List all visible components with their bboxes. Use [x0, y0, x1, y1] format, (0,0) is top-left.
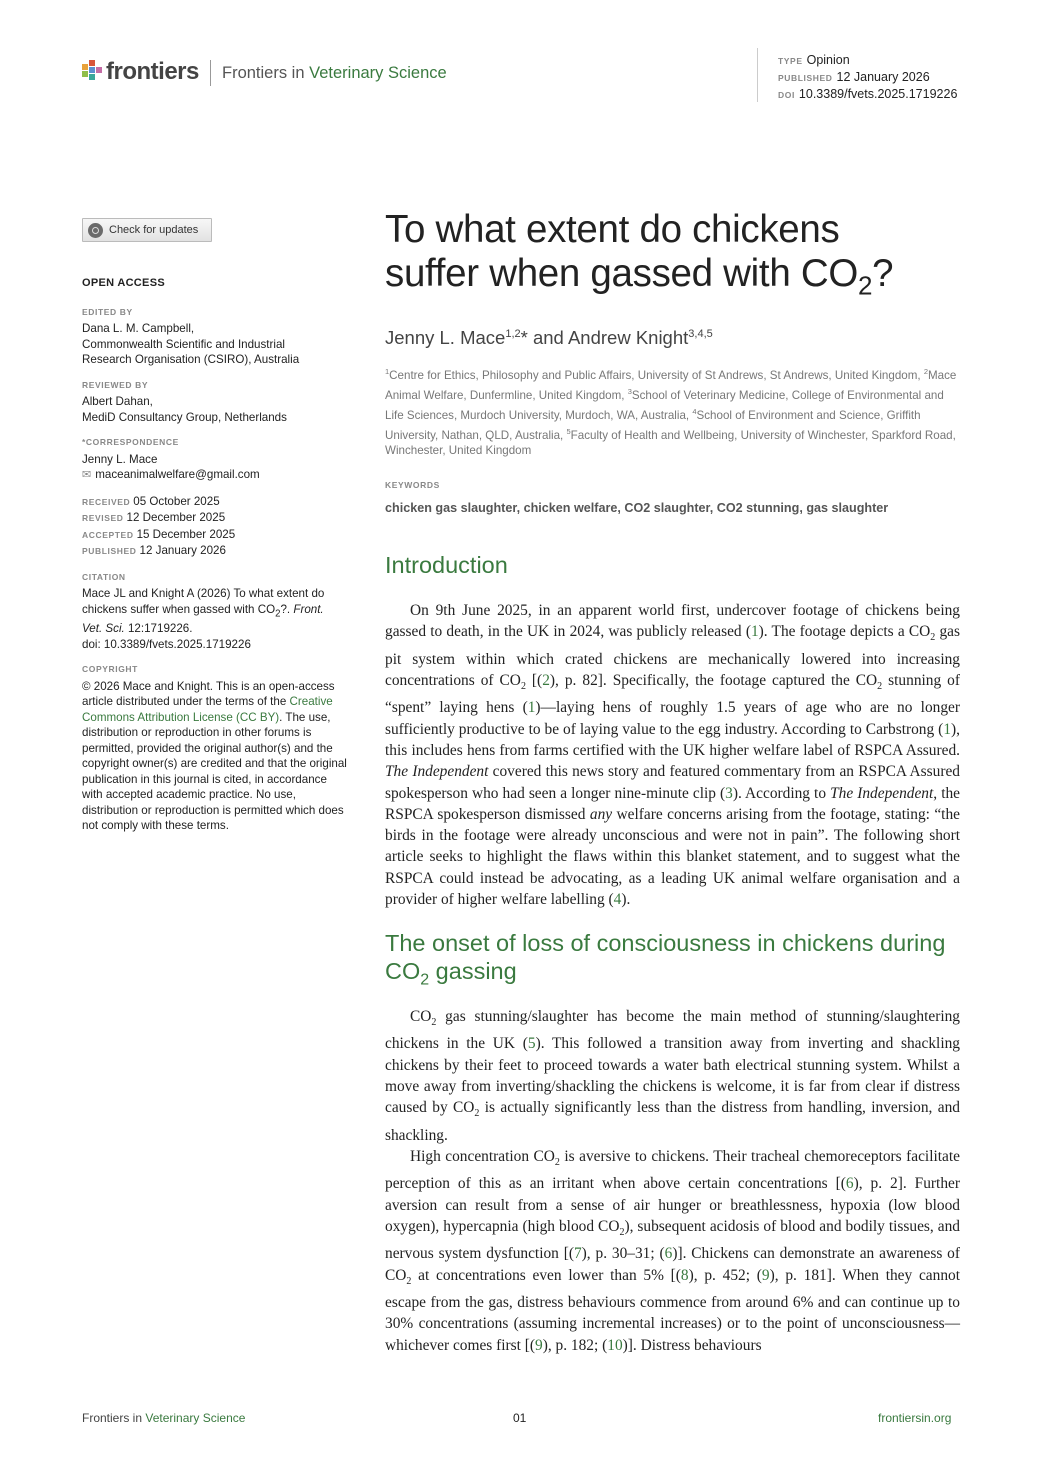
published-date: 12 January 2026	[139, 544, 226, 557]
accepted-date: 15 December 2025	[136, 527, 236, 541]
article-dates	[82, 494, 347, 560]
correspondence-email[interactable]: maceanimalwelfare@gmail.com	[95, 468, 260, 481]
article-info-sidebar	[82, 276, 347, 844]
received-label: RECEIVED	[82, 496, 131, 507]
paragraph: High concentration $CO_2$ is aversive to chickens. Their tracheal chemoreceptors facilitate perception of this as an irritant when above certain concentrations [(6), p. 2]. Further aversion can result from a sense of air hunger or breathlessness, hypoxia (low blood oxygen), hypercapnia (high blood $CO_2$), subsequent acidosis of blood and bodily tissues, and nervous system dysfunction [(7), p. 30–31; (6)]. Chickens can demonstrate an awareness of $CO_2$ at concentrations even lower than 5% [(8), p. 452; (9), p. 181]. When they cannot escape from the gas, distress behaviours commence from around 6% and can continue up to 30% concentrations (assuming incremental increases) or to the point of unconsciousness—whichever comes first [(9), p. 182; (10)]. Distress behaviours	[385, 1147, 961, 1354]
citation-journal: Front. Vet. Sci.	[82, 602, 324, 636]
edited-by-label: EDITED BY	[82, 306, 133, 317]
doi-value[interactable]: 10.3389/fvets.2025.1719226	[798, 87, 958, 101]
citation-volume: 12:1719226.	[127, 622, 193, 636]
reviewer-line: MediD Consultancy Group, Netherlands	[82, 410, 287, 424]
refresh-icon	[88, 223, 103, 238]
reviewed-by-label: REVIEWED BY	[82, 379, 149, 390]
citation-label: CITATION	[82, 571, 126, 582]
journal-prefix: Frontiers in	[222, 64, 305, 82]
revised-label: REVISED	[82, 513, 124, 523]
keywords: chicken gas slaughter, chicken welfare, CO2 slaughter, CO2 stunning, gas slaughter	[385, 501, 889, 515]
affiliations: $^1$Centre for Ethics, Philosophy and Public Affairs, University of St Andrews, St Andrews, United Kingdom, $^2$Mace Animal Welfare, Dunfermline, United Kingdom, $^3$School of Veterinary Medicine, College of Environmental and Life Sciences, Murdoch University, Murdoch, WA, Australia, $^4$School of Environment and Science, Griffith University, Nathan, QLD, Australia, $^5$Faculty of Health and Wellbeing, University of Winchester, Sparkford Road, Winchester, United Kingdom	[385, 367, 957, 458]
author-name[interactable]: Jenny L. Mace	[385, 327, 506, 348]
article-meta	[778, 52, 957, 103]
meta-divider	[757, 48, 758, 102]
envelope-icon: ✉	[82, 469, 92, 481]
author-list	[385, 327, 713, 349]
editor-line: Dana L. M. Campbell,	[82, 322, 195, 335]
journal-name[interactable]	[222, 64, 447, 83]
type-label: TYPE	[778, 56, 803, 66]
logo-wordmark: frontiers	[106, 58, 199, 85]
check-for-updates-button[interactable]	[82, 218, 212, 242]
copyright	[82, 662, 347, 834]
editor-line: Research Organisation (CSIRO), Australia	[82, 353, 300, 366]
reference-link[interactable]: 7	[573, 1245, 582, 1263]
citation-text: Mace JL and Knight A (2026) To what extent do chickens suffer when gassed with $CO_2$?. Front. Vet. Sci. 12:1719226. doi: 10.3389/fvets.2025.1719226	[82, 587, 325, 651]
frontiers-logo[interactable]	[82, 58, 199, 86]
doi-label: DOI	[778, 90, 795, 100]
reference-link[interactable]: 9	[761, 1266, 770, 1284]
introduction-body	[385, 600, 960, 910]
reviewer-line: Albert Dahan,	[82, 395, 153, 408]
cc-by-license-link[interactable]: Creative Commons Attribution License (CC BY)	[82, 695, 333, 724]
reference-link[interactable]: 8	[680, 1266, 689, 1284]
paragraph: On 9th June 2025, in an apparent world first, undercover footage of chickens being gassed to death, in the UK in 2024, was publicly released (1). The footage depicts a $CO_2$ gas pit system within which crated chickens are mechanically lowered into increasing concentrations of $CO_2$ [(2), p. 82]. Specifically, the footage captured the $CO_2$ stunning of “spent” laying hens (1)—laying hens of roughly 1.5 years of age who are no longer sufficiently productive to be of laying value to the egg industry. According to Carbstrong (1), this includes hens from farms certified with the UK higher welfare label of RSPCA Assured. The Independent covered this news story and featured commentary from an RSPCA Assured spokesperson who had seen a longer nine-minute clip (3). According to The Independent, the RSPCA spokesperson dismissed any welfare concerns arising from the footage, stating: “the birds in the footage were already unconscious and were not in pain”. The following short article seeks to highlight the flaws within this blanket statement, and to suggest what the RSPCA could instead be advocating, as a leading UK animal welfare organisation and a provider of higher welfare labelling (4).	[385, 602, 961, 909]
check-for-updates-label: Check for updates	[109, 224, 199, 236]
section-heading-onset: The onset of loss of consciousness in chickens during $CO_2$ gassing	[385, 930, 946, 989]
reference-link[interactable]: 4	[613, 891, 622, 909]
author-name[interactable]: and Andrew Knight	[527, 327, 689, 348]
correspondence-label: *CORRESPONDENCE	[82, 437, 179, 447]
reference-link[interactable]: 9	[535, 1336, 543, 1354]
reviewed-by	[82, 378, 347, 426]
reference-link[interactable]: 6	[845, 1175, 854, 1193]
reference-link[interactable]: 1	[750, 623, 759, 641]
correspondence-name: Jenny L. Mace	[82, 452, 158, 466]
footer-journal[interactable]: Frontiers in Veterinary Science	[82, 1411, 246, 1425]
section-heading-introduction: Introduction	[385, 552, 508, 578]
citation	[82, 570, 347, 653]
reference-link[interactable]: 2	[542, 671, 550, 689]
revised-date: 12 December 2025	[126, 511, 226, 524]
edited-by	[82, 305, 347, 368]
received-date: 05 October 2025	[133, 494, 220, 508]
paragraph: $CO_2$ gas stunning/slaughter has become the main method of stunning/slaughtering chickens in the UK (5). This followed a transition away from inverting and shackling chickens by their feet to proceed towards a water bath electrical stunning system. Whilst a move away from inverting/shackling the chickens is welcome, it is far from clear if distress caused by $CO_2$ is actually significantly less than the distress from handling, inversion, and shackling.	[385, 1008, 960, 1144]
author-affiliation-marker: 3,4,5	[688, 327, 713, 340]
published-value: 12 January 2026	[836, 70, 930, 84]
copyright-text: © 2026 Mace and Knight. This is an open-access article distributed under the terms of the Creative Commons Attribution License (CC BY). The use, distribution or reproduction in other forums is permitted, provided the original author(s) and the copyright owner(s) are credited and that the original publication in this journal is cited, in accordance with accepted academic practice. No use, distribution or reproduction is permitted which does not comply with these terms.	[82, 679, 347, 833]
article-title: To what extent do chickens suffer when gassed with $CO_2$?	[385, 208, 894, 301]
header-divider	[210, 60, 211, 86]
reference-link[interactable]: 3	[725, 784, 733, 802]
corresponding-author-marker: *	[520, 327, 528, 348]
frontiers-logo-icon	[82, 60, 102, 84]
copyright-label: COPYRIGHT	[82, 664, 138, 675]
reference-link[interactable]: 5	[527, 1035, 536, 1053]
editor-line: Commonwealth Scientific and Industrial	[82, 337, 285, 351]
published-label: PUBLISHED	[82, 546, 137, 556]
page-number: 01	[513, 1411, 527, 1425]
accepted-label: ACCEPTED	[82, 529, 134, 540]
reference-link[interactable]: 10	[607, 1336, 623, 1354]
journal-title: Veterinary Science	[309, 64, 447, 82]
footer-site-link[interactable]: frontiersin.org	[878, 1411, 952, 1425]
type-value: Opinion	[806, 53, 850, 67]
open-access-label: OPEN ACCESS	[82, 277, 165, 289]
correspondence	[82, 435, 347, 484]
reference-link[interactable]: 1	[527, 699, 536, 717]
onset-body	[385, 1006, 960, 1356]
keywords-label: KEYWORDS	[385, 480, 440, 490]
reference-link[interactable]: 1	[943, 720, 952, 738]
author-affiliation-marker: 1,2	[505, 327, 521, 340]
reference-link[interactable]: 6	[664, 1245, 673, 1263]
published-label: PUBLISHED	[778, 73, 833, 83]
citation-doi[interactable]: doi: 10.3389/fvets.2025.1719226	[82, 637, 251, 651]
